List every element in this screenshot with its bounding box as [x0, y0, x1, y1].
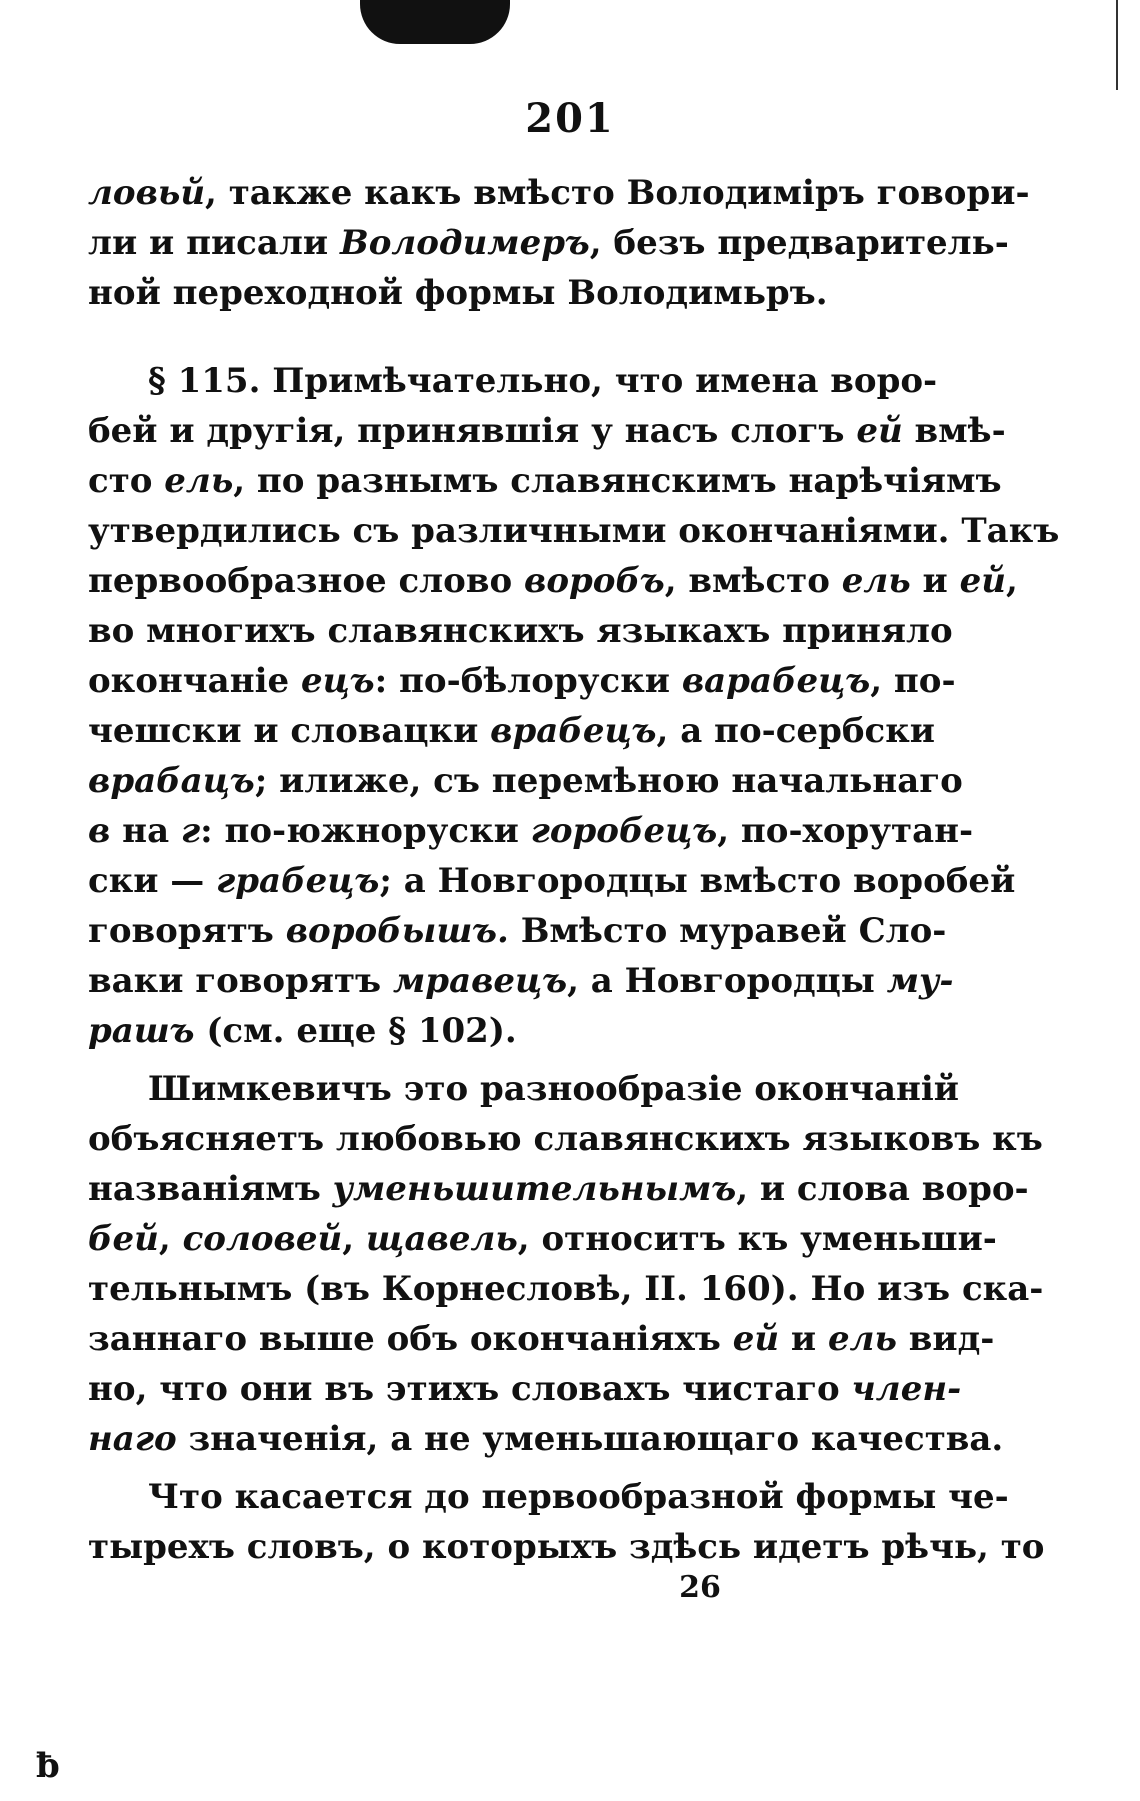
text-run: , по-хорутан- [717, 811, 974, 851]
text-run: ли и писали [88, 223, 340, 263]
text-run: , по разнымъ славянскимъ нарѣчiямъ [233, 461, 1002, 501]
text-line [88, 1314, 995, 1364]
text-line [88, 456, 1002, 506]
italic-word: ель [841, 561, 911, 601]
italic-word: ель [164, 461, 234, 501]
text-run: и [779, 1319, 828, 1359]
text-line [88, 1364, 962, 1414]
ink-blot [360, 0, 510, 44]
text-run: тырехъ словъ, о которыхъ здѣсь идетъ рѣчь, то [88, 1527, 1045, 1567]
italic-word: воробышъ. [285, 911, 509, 951]
text-run: объясняетъ любовью славянскихъ языковъ къ [88, 1119, 1043, 1159]
text-run: ; илиже, съ перемѣною начальнаго [254, 761, 963, 801]
text-line [88, 1214, 997, 1264]
text-run: , а Новгородцы [567, 961, 887, 1001]
text-run: вид- [896, 1319, 995, 1359]
text-run: : по-бѣлоруски [374, 661, 682, 701]
text-run: тельнымъ (въ Корнесловѣ, II. 160). Но изъ ска- [88, 1269, 1044, 1309]
text-run: ной переходной формы Володимьръ. [88, 273, 828, 313]
paragraph [88, 168, 1030, 318]
sheet-signature: 26 [679, 1570, 721, 1605]
text-run: , а по-сербски [656, 711, 935, 751]
text-run: , безъ предваритель- [589, 223, 1009, 263]
paragraph [88, 1472, 1045, 1572]
italic-word: ей [732, 1319, 780, 1359]
text-run: на [110, 811, 181, 851]
italic-word: врабецъ [490, 711, 657, 751]
text-run: Что касается до первообразной формы че- [148, 1477, 1009, 1517]
text-line [88, 1264, 1044, 1314]
text-run: , и слова воро- [736, 1169, 1029, 1209]
text-line [88, 1522, 1045, 1572]
text-line [88, 1006, 908, 1056]
text-line [88, 806, 974, 856]
text-line [88, 856, 1016, 906]
italic-word: горобецъ [530, 811, 718, 851]
text-run: и [910, 561, 960, 601]
text-run: чешски и словацки [88, 711, 491, 751]
italic-word: щавель [365, 1219, 518, 1259]
text-line [88, 218, 1009, 268]
text-run: Шимкевичъ это разнообразiе окончанiй [148, 1069, 960, 1109]
italic-word: варабецъ [681, 661, 871, 701]
text-run: , [1005, 561, 1018, 601]
text-run: ски — [88, 861, 217, 901]
text-run: но, что они въ этихъ словахъ чистаго [88, 1369, 852, 1409]
paragraph [88, 1064, 1044, 1464]
text-run: вмѣ- [902, 411, 1006, 451]
italic-word: в [88, 811, 111, 851]
corner-mark: ƀ [36, 1746, 60, 1786]
paragraph-gap [88, 1464, 908, 1472]
text-run: окончанiе [88, 661, 301, 701]
text-run: бей и другiя, принявшiя у насъ слогъ [88, 411, 857, 451]
text-run: , [158, 1219, 183, 1259]
italic-word: ей [856, 411, 903, 451]
text-run: утвердились съ различными окончанiями. Такъ [88, 511, 1060, 551]
italic-word: ель [827, 1319, 897, 1359]
italic-word: му- [886, 961, 954, 1001]
italic-word: воробъ [523, 561, 665, 601]
italic-word: член- [851, 1369, 962, 1409]
italic-word: грабецъ [216, 861, 380, 901]
text-line [88, 1064, 960, 1114]
italic-word: мравецъ [392, 961, 568, 1001]
italic-word: уменьшительнымъ [332, 1169, 737, 1209]
text-line [88, 406, 1006, 456]
italic-word: Володимеръ [339, 223, 590, 263]
text-line [88, 706, 935, 756]
italic-word: наго [88, 1419, 177, 1459]
italic-word: ловьй [88, 173, 206, 213]
text-run: во многихъ славянскихъ языкахъ приняло [88, 611, 953, 651]
text-run: Вмѣсто муравей Сло- [508, 911, 947, 951]
text-run: значенiя, а не уменьшающаго качества. [176, 1419, 1004, 1459]
text-line [88, 756, 963, 806]
page-number: 201 [525, 95, 615, 142]
text-line [88, 656, 956, 706]
text-line [88, 956, 954, 1006]
text-run: (см. еще § 102). [194, 1011, 517, 1051]
paragraph [88, 356, 1060, 1056]
italic-word: ецъ [300, 661, 375, 701]
text-run: сто [88, 461, 165, 501]
text-line [88, 606, 953, 656]
italic-word: г [180, 811, 201, 851]
paragraph-gap [88, 318, 908, 356]
text-run: , также какъ вмѣсто Володимiръ говори- [205, 173, 1030, 213]
text-run: первообразное слово [88, 561, 524, 601]
text-line [88, 506, 1060, 556]
text-run: , вмѣсто [664, 561, 842, 601]
body-text [88, 168, 1060, 1572]
text-line [88, 556, 1018, 606]
text-run: заннаго выше объ окончанiяхъ [88, 1319, 733, 1359]
italic-word: бей [88, 1219, 159, 1259]
text-line [88, 1164, 1029, 1214]
text-run: § 115. Примѣчательно, что имена воро- [148, 361, 938, 401]
text-line [88, 268, 908, 318]
paragraph-gap [88, 1056, 908, 1064]
text-line [88, 1472, 1009, 1522]
text-line [88, 1414, 1004, 1464]
text-run: ваки говорятъ [88, 961, 393, 1001]
text-run: , [342, 1219, 366, 1259]
italic-word: ей [959, 561, 1006, 601]
page-edge-mark [1116, 0, 1118, 90]
text-run: говорятъ [88, 911, 286, 951]
text-line [88, 168, 1030, 218]
text-line [88, 1114, 1043, 1164]
text-run: названiямъ [88, 1169, 333, 1209]
text-run: , по- [870, 661, 956, 701]
text-line [88, 906, 947, 956]
italic-word: врабацъ [88, 761, 255, 801]
text-run: ; а Новгородцы вмѣсто воробей [379, 861, 1016, 901]
text-line [88, 356, 938, 406]
italic-word: соловей [182, 1219, 343, 1259]
text-run: , относитъ къ уменьши- [517, 1219, 997, 1259]
text-run: : по-южноруски [200, 811, 531, 851]
italic-word: рашъ [88, 1011, 195, 1051]
